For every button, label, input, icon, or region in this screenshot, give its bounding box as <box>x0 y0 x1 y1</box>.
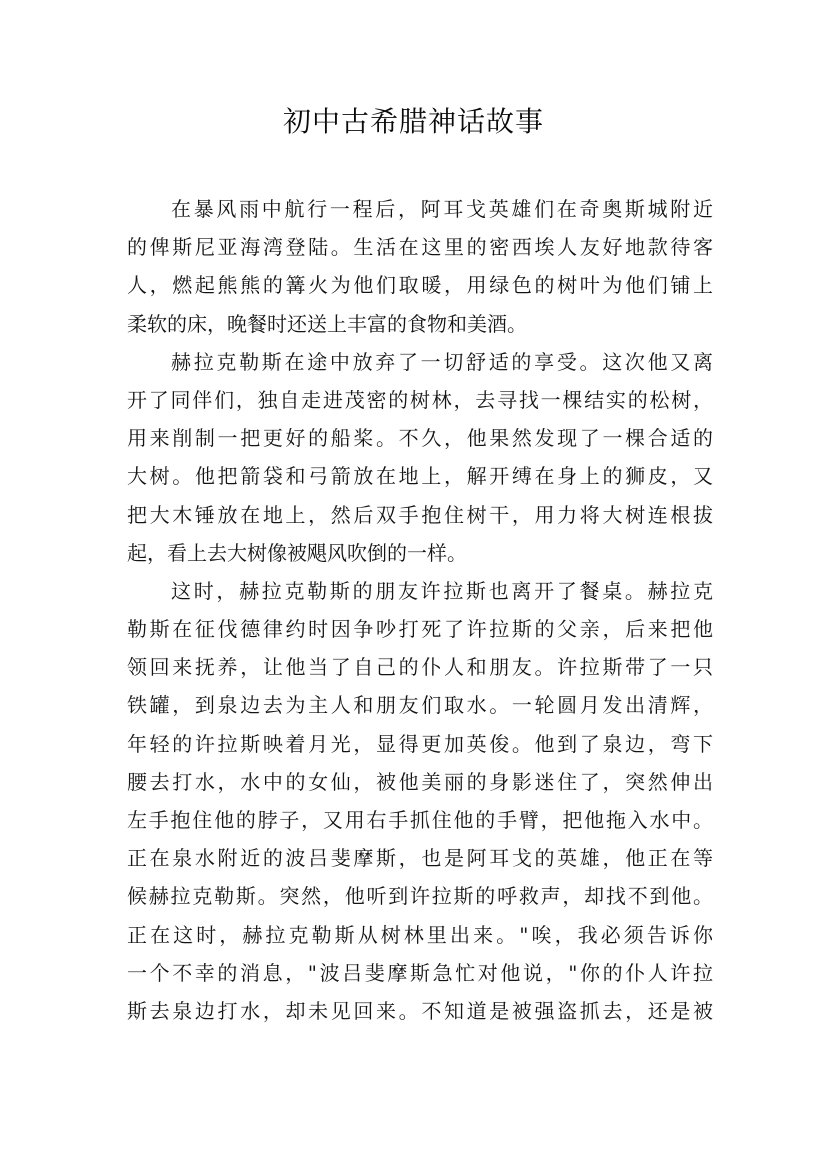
paragraph-line: 勒斯在征伐德律约时因争吵打死了许拉斯的父亲，后来把他 <box>127 617 713 642</box>
paragraph-line: 的俾斯尼亚海湾登陆。生活在这里的密西埃人友好地款待客 <box>127 235 713 260</box>
paragraph-line: 用来削制一把更好的船桨。不久，他果然发现了一棵合适的 <box>127 426 713 451</box>
paragraph-line: 铁罐，到泉边去为主人和朋友们取水。一轮圆月发出清辉， <box>127 693 713 718</box>
paragraph-line: 开了同伴们，独自走进茂密的树林，去寻找一棵结实的松树， <box>127 387 713 412</box>
paragraph-line: 腰去打水，水中的女仙，被他美丽的身影迷住了，突然伸出 <box>127 769 713 794</box>
paragraph-line: 年轻的许拉斯映着月光，显得更加英俊。他到了泉边，弯下 <box>127 731 713 756</box>
document-title: 初中古希腊神话故事 <box>282 105 544 138</box>
paragraph-line: 一个不幸的消息，"波吕斐摩斯急忙对他说，"你的仆人许拉 <box>127 960 713 985</box>
paragraph-line: 在暴风雨中航行一程后，阿耳戈英雄们在奇奥斯城附近 <box>171 197 713 221</box>
paragraph-line: 起，看上去大树像被飓风吹倒的一样。 <box>127 540 467 565</box>
paragraph-line: 大树。他把箭袋和弓箭放在地上，解开缚在身上的狮皮，又 <box>127 464 713 489</box>
paragraph-line: 候赫拉克勒斯。突然，他听到许拉斯的呼救声，却找不到他。 <box>127 884 713 909</box>
paragraph-line: 左手抱住他的脖子，又用右手抓住他的手臂，把他拖入水中。 <box>127 808 713 832</box>
paragraph-line: 领回来抚养，让他当了自己的仆人和朋友。许拉斯带了一只 <box>127 655 713 680</box>
paragraph-line: 柔软的床，晚餐时还送上丰富的食物和美酒。 <box>127 311 527 336</box>
document-body <box>127 190 713 1030</box>
paragraph-line: 赫拉克勒斯在途中放弃了一切舒适的享受。这次他又离 <box>171 349 713 374</box>
paragraph-line: 人，燃起熊熊的篝火为他们取暖，用绿色的树叶为他们铺上 <box>127 273 713 298</box>
paragraph-line: 正在这时，赫拉克勒斯从树林里出来。"唉，我必须告诉你 <box>127 922 713 947</box>
paragraph-line: 斯去泉边打水，却未见回来。不知道是被强盗抓去，还是被 <box>127 998 713 1023</box>
paragraph-line: 正在泉水附近的波吕斐摩斯，也是阿耳戈的英雄，他正在等 <box>127 846 713 871</box>
paragraph-line: 把大木锤放在地上，然后双手抱住树干，用力将大树连根拔 <box>127 502 713 527</box>
paragraph-line: 这时，赫拉克勒斯的朋友许拉斯也离开了餐桌。赫拉克 <box>171 578 713 603</box>
